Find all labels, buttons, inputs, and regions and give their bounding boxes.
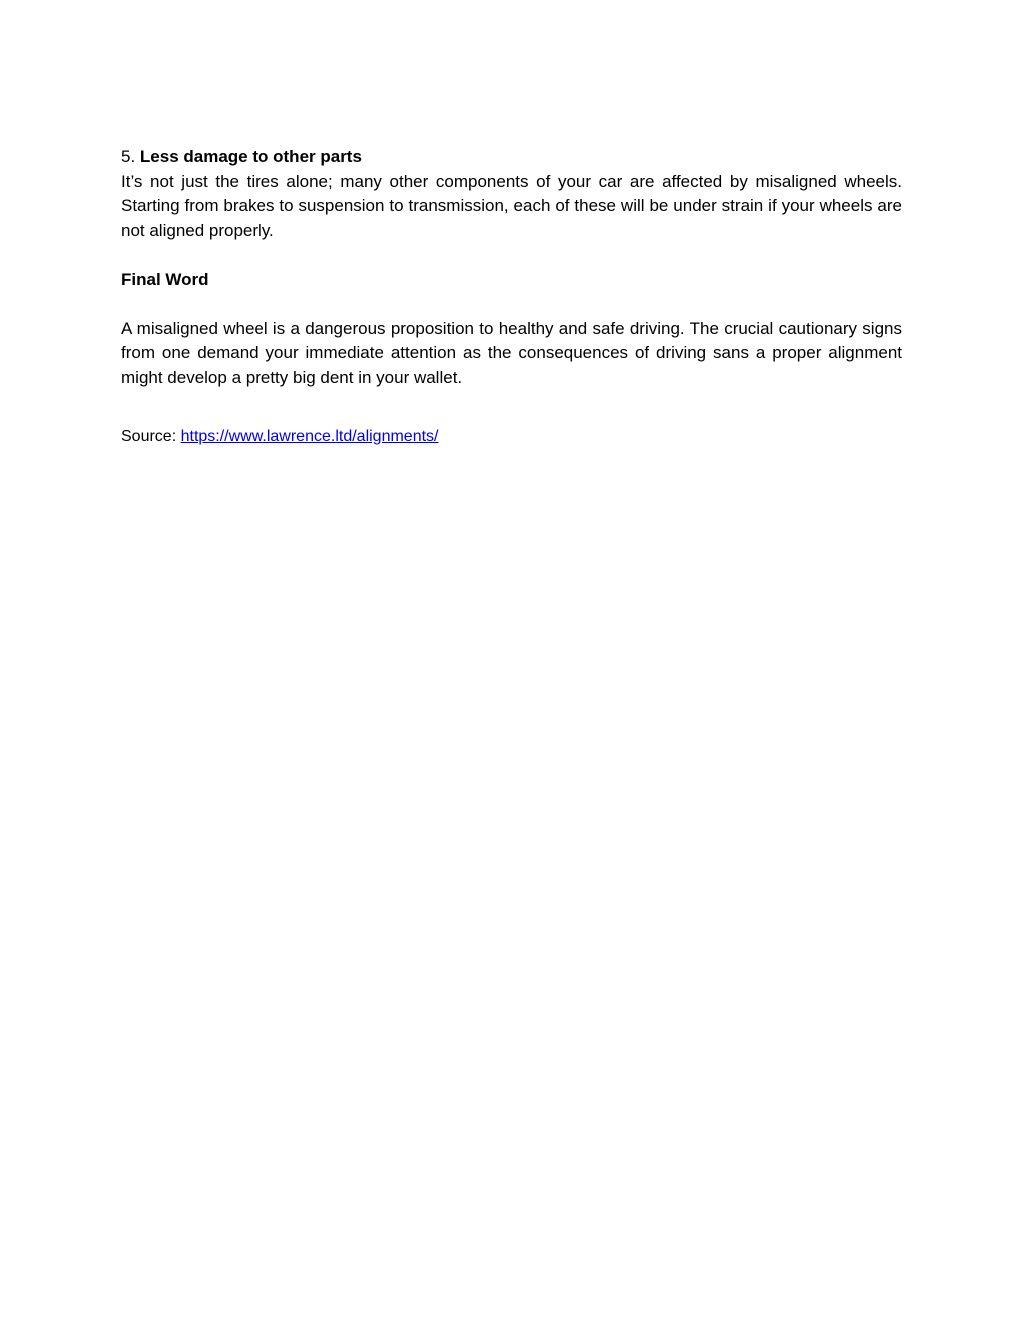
section-paragraph: It’s not just the tires alone; many other components of your car are affected by misaligned wheels. Starting from brakes to suspension to transmission, each of these will be under strain if your wheels are not aligned properly. (121, 171, 902, 240)
source-label: Source: (121, 428, 177, 445)
source-line (121, 426, 902, 448)
section-title: Less damage to other parts (139, 147, 362, 166)
section-heading (121, 145, 902, 170)
final-word-heading: Final Word (121, 269, 209, 289)
section-number: 5. (121, 147, 136, 166)
source-link[interactable]: https://www.lawrence.ltd/alignments/ (180, 428, 439, 445)
document-page (121, 145, 902, 448)
final-word-paragraph: A misaligned wheel is a dangerous proposition to healthy and safe driving. The crucial cautionary signs from one demand your immediate attention as the consequences of driving sans a proper alignment might develop a pretty big dent in your wallet. (121, 318, 902, 387)
